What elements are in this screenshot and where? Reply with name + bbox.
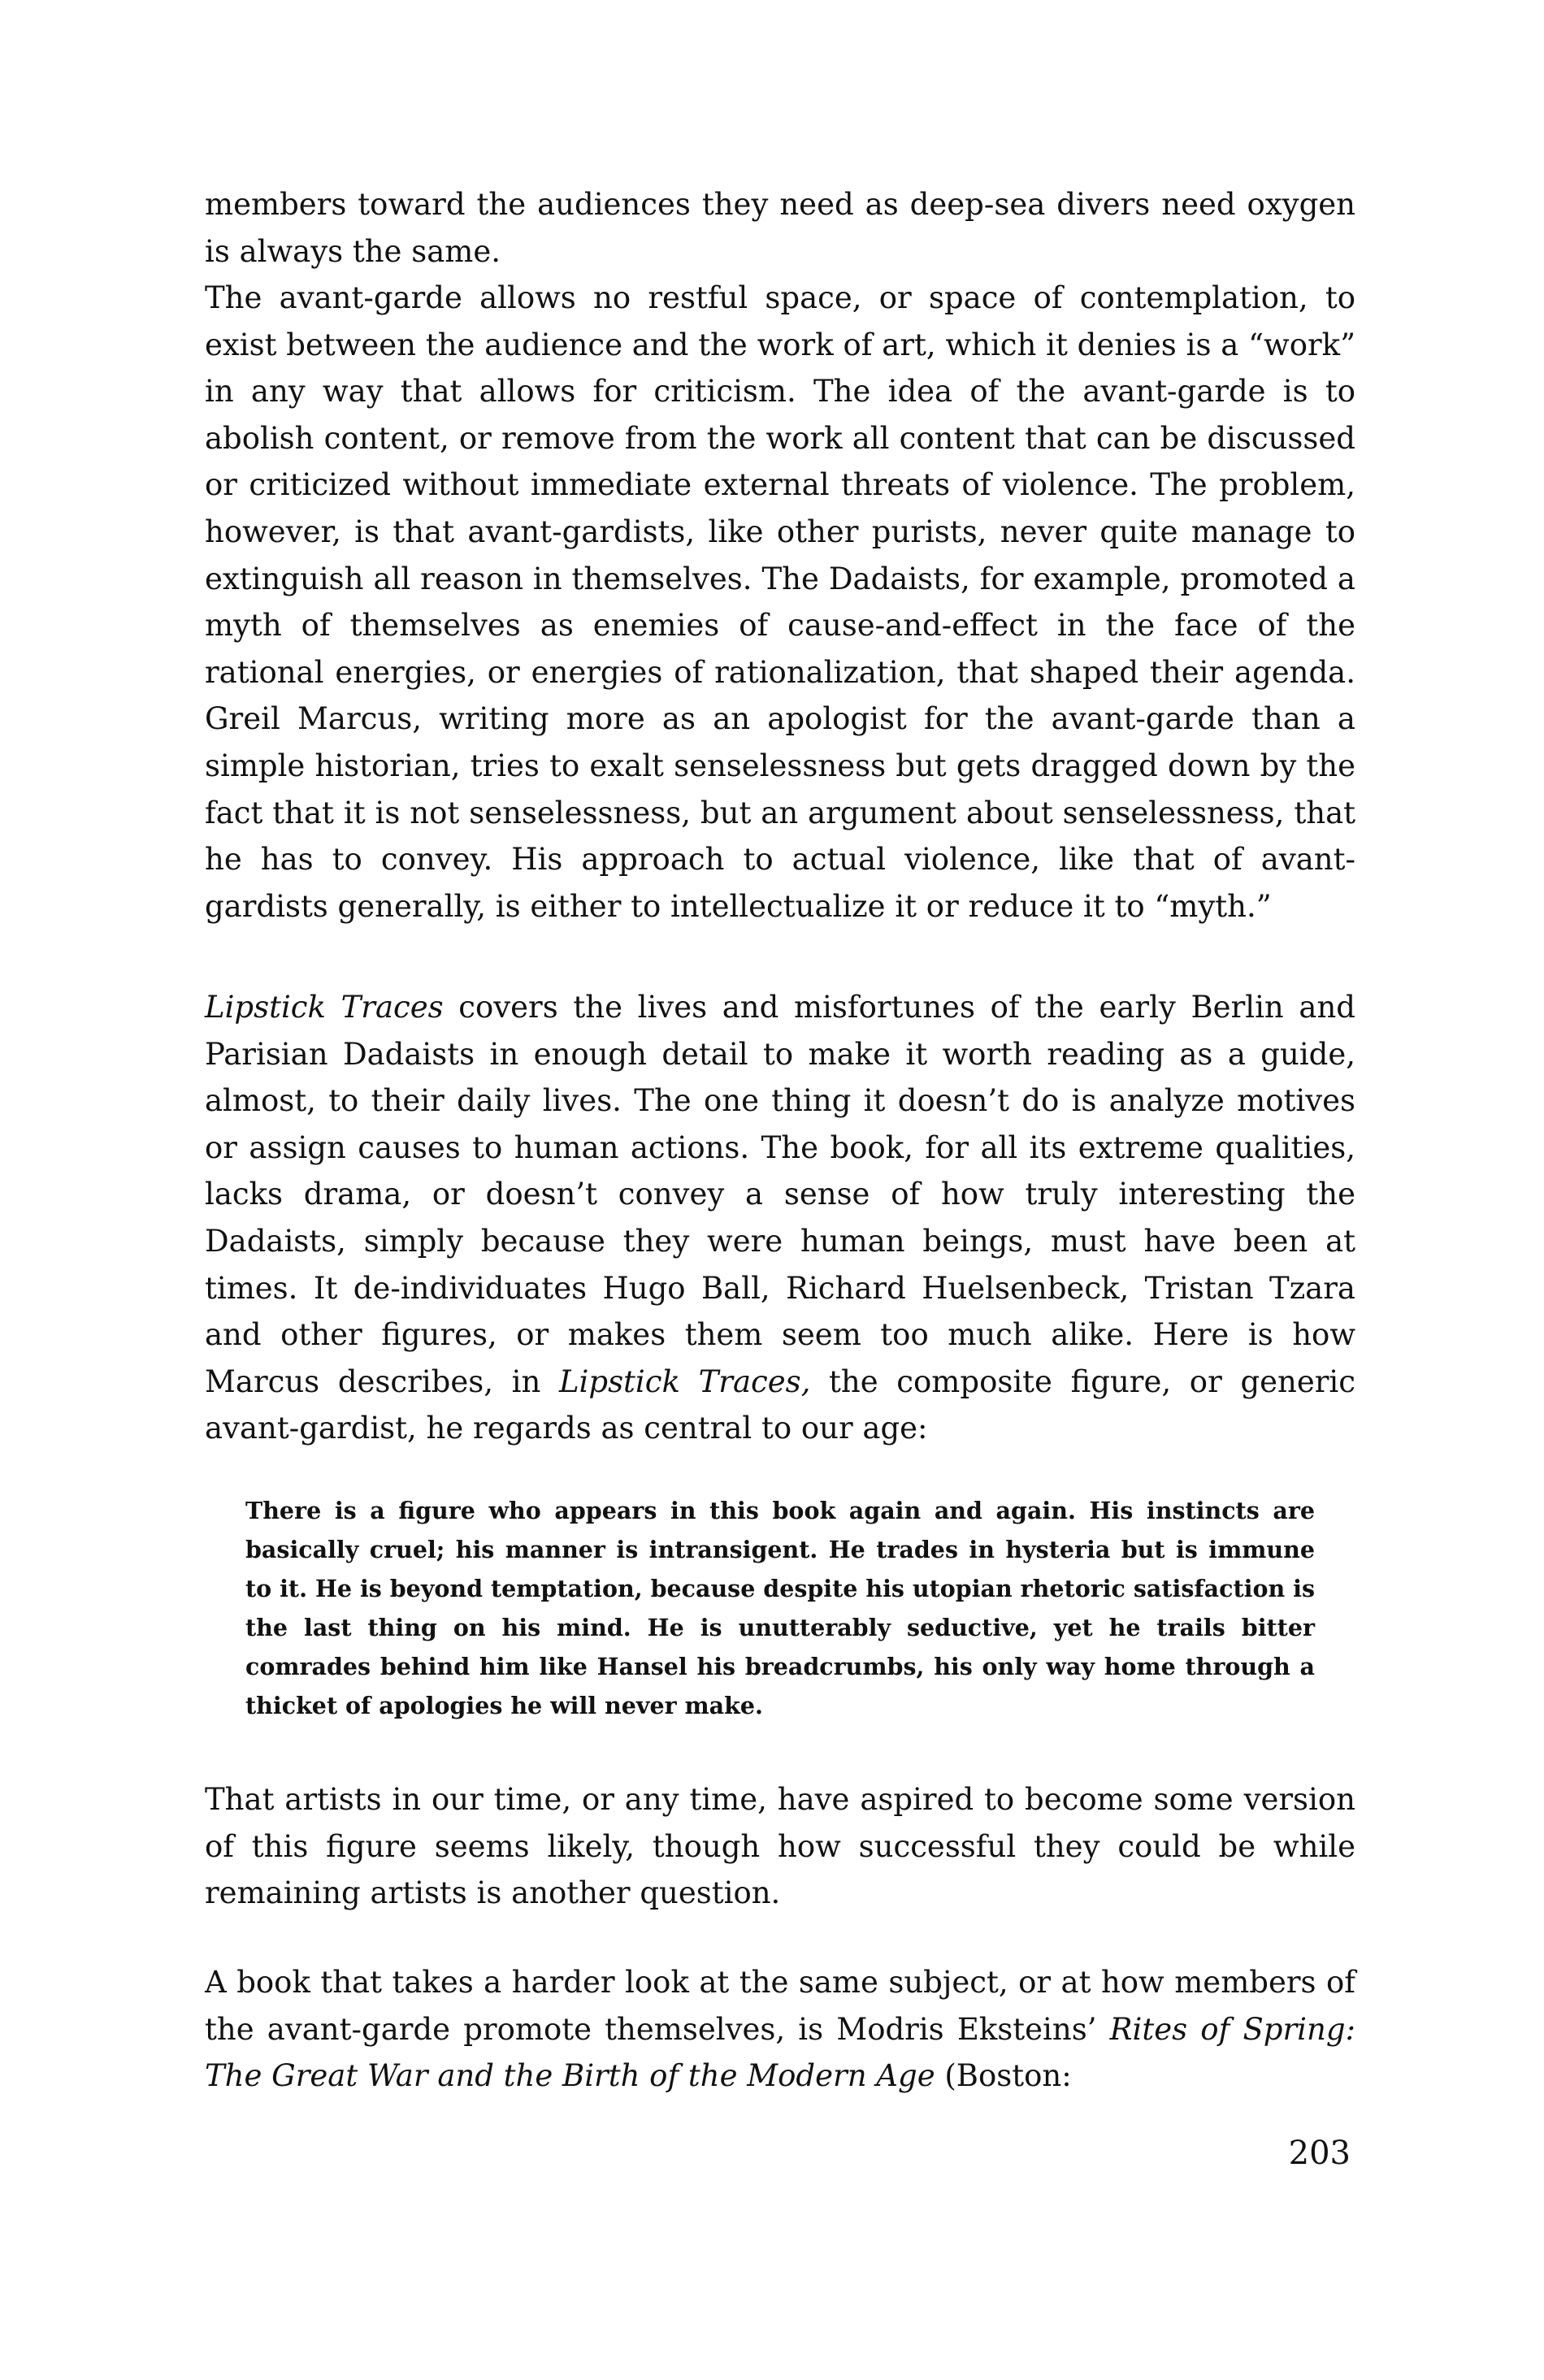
paragraph-text: the composite figure, or generic avant-gardist, he regards as central to our age:: [205, 1363, 1355, 1446]
paragraph-text: A book that takes a harder look at the same subject, or at how members of the avant-garde promote themselves, is Modris Eksteins’: [205, 1965, 1355, 2047]
paragraph-text: The avant-garde allows no restful space, or space of contemplation, to exist between the audience and the work of art, which it denies is a “work” in any way that allows for criticism. The idea of the avant-garde is to abolish content, or remove from the work all content that can be discussed or criticized without immediate external threats of violence. The problem, however, is that avant-gardists, like other purists, never quite manage to extinguish all reason in themselves. The Dadaists, for example, promoted a myth of themselves as enemies of cause-and-effect in the face of the rational energies, or energies of rationalization, that shaped their agenda. Greil Marcus, writing more as an apologist for the avant-garde than a simple historian, tries to exalt senselessness but gets dragged down by the fact that it is not senselessness, but an argument about senselessness, that he has to convey. His approach to actual violence, like that of avant-gardists generally, is either to intellectualize it or reduce it to “myth.”: [205, 280, 1355, 924]
paragraph-text: That artists in our time, or any time, have aspired to become some version of this figure seems likely, though how successful they could be while remaining artists is another question.: [205, 1782, 1355, 1911]
book-title-italic: Lipstick Traces,: [558, 1363, 811, 1399]
book-title-italic: Lipstick Traces: [205, 990, 444, 1025]
quote-text: There is a figure who appears in this book again and again. His instincts are basically cruel; his manner is intransigent. He trades in hysteria but is immune to it. He is beyond temptation, because despite his utopian rhetoric satisfaction is the last thing on his mind. He is unutterably seductive, yet he trails bitter comrades behind him like Hansel his breadcrumbs, his only way home through a thicket of apologies he will never make.: [245, 1497, 1315, 1719]
block-quote: [245, 1491, 1315, 1725]
paragraph-text: (Boston:: [935, 2058, 1072, 2094]
paragraph-artists: [205, 1776, 1355, 1917]
paragraph-lipstick-traces: [205, 984, 1355, 1452]
paragraph-continuation: [205, 181, 1355, 275]
paragraph-avant-garde: [205, 275, 1355, 930]
paragraph-text: covers the lives and misfortunes of the early Berlin and Parisian Dadaists in enough detail to make it worth reading as a guide, almost, to their daily lives. The one thing it doesn’t do is analyze motives or assign causes to human actions. The book, for all its extreme qualities, lacks drama, or doesn’t convey a sense of how truly interesting the Dadaists, simply because they were human beings, must have been at times. It de-individuates Hugo Ball, Richard Huelsenbeck, Tristan Tzara and other figures, or makes them seem too much alike. Here is how Marcus describes, in: [205, 990, 1355, 1399]
page-number: 203: [1288, 2135, 1351, 2172]
book-title-italic: Rites of Spring: The Great War and the Birth of the Modern Age: [205, 2011, 1355, 2094]
paragraph-text: members toward the audiences they need as deep-sea divers need oxygen is always the same.: [205, 187, 1355, 269]
paragraph-rites-of-spring: [205, 1959, 1355, 2100]
